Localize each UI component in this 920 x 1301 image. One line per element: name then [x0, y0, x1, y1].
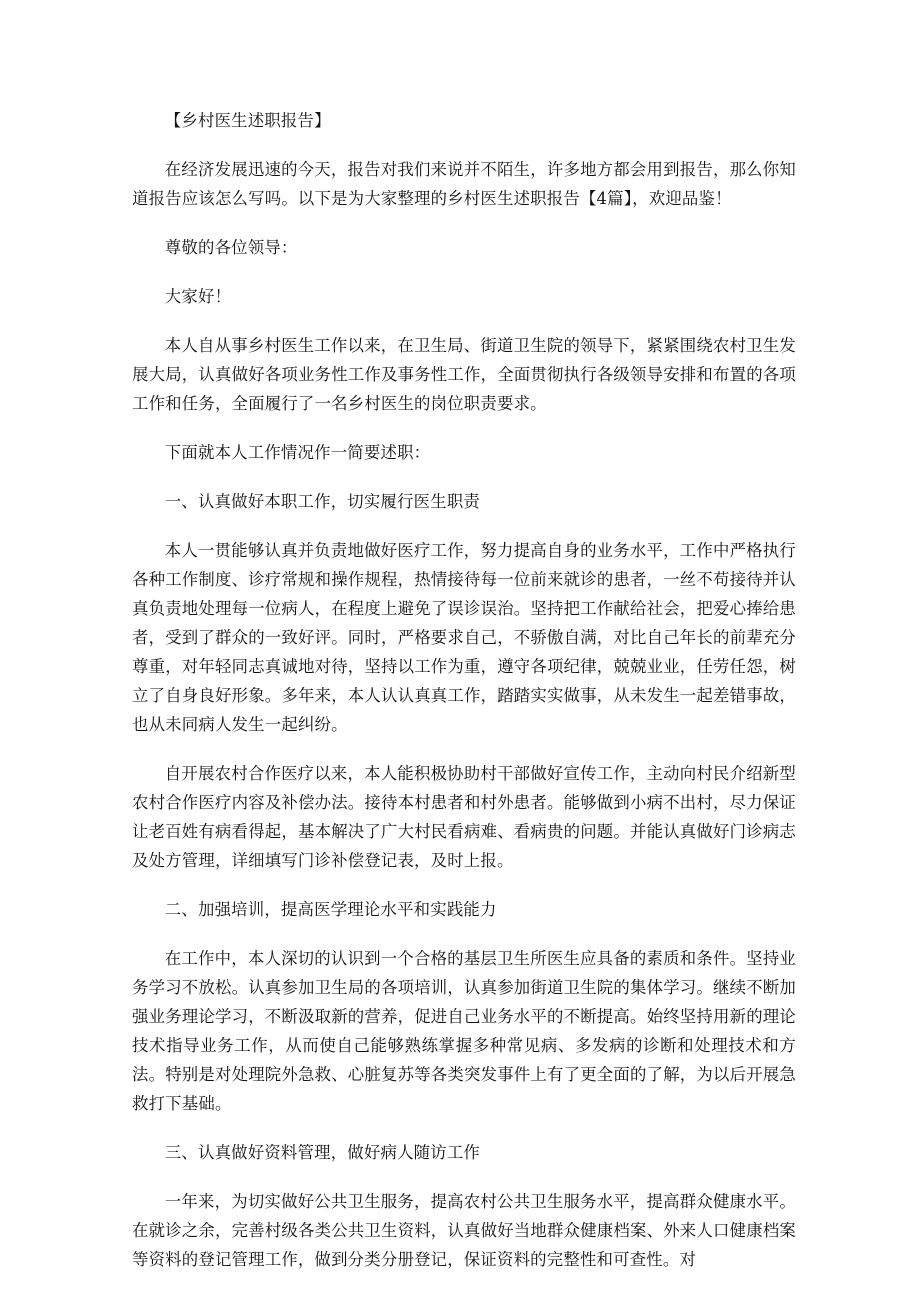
- document-title: 【乡村医生述职报告】: [164, 111, 331, 130]
- intro-paragraph: 在经济发展迅速的今天，报告对我们来说并不陌生，许多地方都会用到报告，那么你知道报告应该怎么写吗。以下是为大家整理的乡村医生述职报告【4篇】，欢迎品鉴！: [132, 160, 796, 208]
- document-body: [132, 106, 796, 1294]
- body-paragraph: 自开展农村合作医疗以来，本人能积极协助村干部做好宣传工作，主动向村民介绍新型农村合作医疗内容及补偿办法。接待本村患者和村外患者。能够做到小病不出村，尽力保证让老百姓有病看得起，基本解决了广大村民看病难、看病贵的问题。并能认真做好门诊病志及处方管理，详细填写门诊补偿登记表，及时上报。: [132, 764, 796, 870]
- body-paragraph: 本人自从事乡村医生工作以来，在卫生局、街道卫生院的领导下，紧紧围绕农村卫生发展大局，认真做好各项业务性工作及事务性工作，全面贯彻执行各级领导安排和布置的各项工作和任务，全面履行了一名乡村医生的岗位职责要求。: [132, 336, 796, 413]
- salutation: 尊敬的各位领导：: [164, 238, 298, 257]
- body-paragraph: 在工作中，本人深切的认识到一个合格的基层卫生所医生应具备的素质和条件。坚持业务学习不放松。认真参加卫生局的各项培训，认真参加街道卫生院的集体学习。继续不断加强业务理论学习，不断汲取新的营养，促进自己业务水平的不断提高。始终坚持用新的理论技术指导业务工作，从而使自己能够熟练掌握多种常见病、多发病的诊断和处理技术和方法。特别是对处理院外急救、心脏复苏等各类突发事件上有了更全面的了解，为以后开展急救打下基础。: [132, 949, 796, 1113]
- section-heading: 一、认真做好本职工作，切实履行医生职责: [164, 492, 481, 511]
- body-paragraph: 本人一贯能够认真并负责地做好医疗工作，努力提高自身的业务水平，工作中严格执行各种工作制度、诊疗常规和操作规程，热情接待每一位前来就诊的患者，一丝不苟接待并认真负责地处理每一位病人，在程度上避免了误诊误治。坚持把工作献给社会，把爱心捧给患者，受到了群众的一致好评。同时，严格要求自己，不骄傲自满，对比自己年长的前辈充分尊重，对年轻同志真诚地对待，坚持以工作为重，遵守各项纪律，兢兢业业，任劳任怨，树立了自身良好形象。多年来，本人认认真真工作，踏踏实实做事，从未发生一起差错事故，也从未同病人发生一起纠纷。: [132, 541, 796, 734]
- body-paragraph: 一年来，为切实做好公共卫生服务，提高农村公共卫生服务水平，提高群众健康水平。在就诊之余，完善村级各类公共卫生资料，认真做好当地群众健康档案、外来人口健康档案等资料的登记管理工作，做到分类分册登记，保证资料的完整性和可查性。对: [132, 1192, 796, 1269]
- greeting: 大家好！: [164, 287, 232, 306]
- body-paragraph: 下面就本人工作情况作一简要述职：: [164, 443, 431, 462]
- section-heading: 三、认真做好资料管理，做好病人随访工作: [164, 1143, 481, 1162]
- section-heading: 二、加强培训，提高医学理论水平和实践能力: [164, 900, 497, 919]
